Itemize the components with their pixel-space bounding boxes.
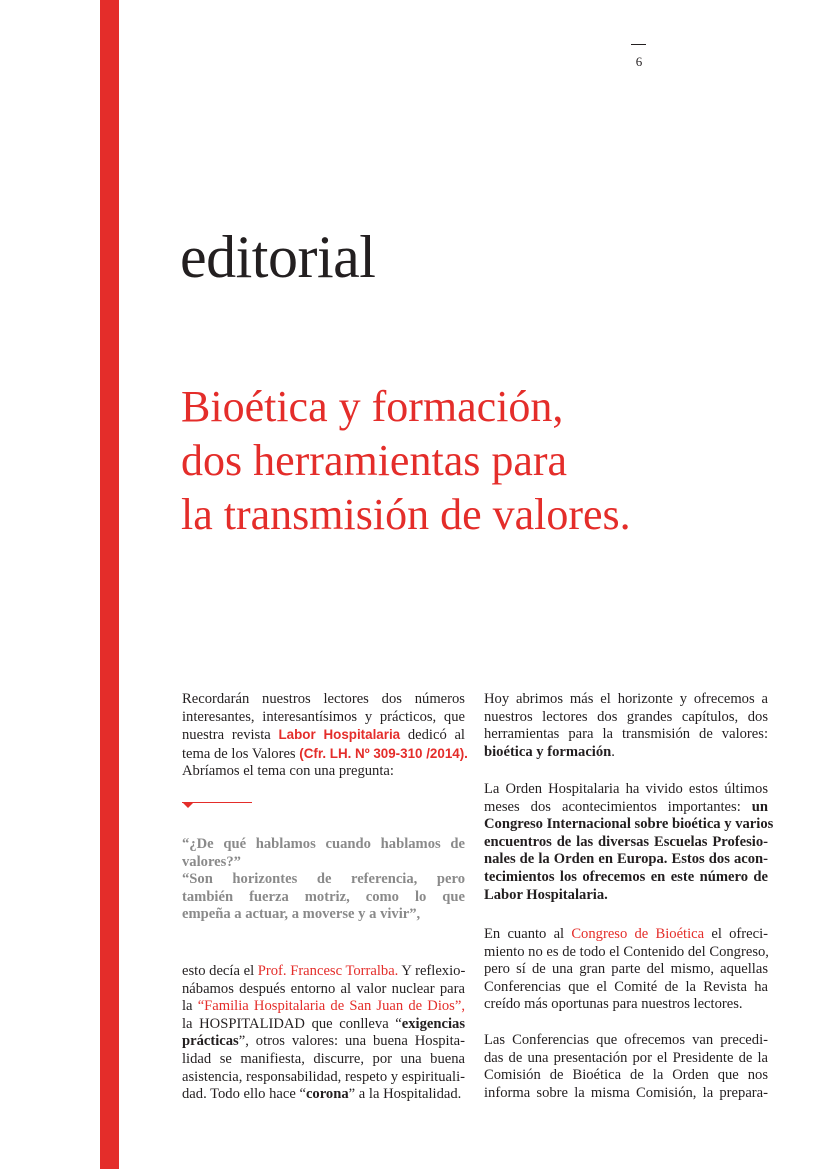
red-side-bar xyxy=(100,0,119,1169)
text-run: asistencia, responsabilidad, respeto y espirituali- xyxy=(182,1068,465,1085)
text-line xyxy=(182,906,465,924)
text-line xyxy=(484,799,768,817)
highlighted-text: Congreso de Bioética xyxy=(571,926,705,942)
paragraph-orden xyxy=(484,781,774,904)
page-number: 6 xyxy=(635,54,643,69)
text-line xyxy=(484,996,768,1014)
bold-text: encuentros de las diversas Escuelas Profesio- xyxy=(484,833,768,850)
text-line xyxy=(484,709,768,727)
bold-text: prácticas xyxy=(182,1033,239,1050)
text-line xyxy=(182,963,465,981)
text-line xyxy=(484,961,768,979)
text-run: das de una presentación por el Presidente de la xyxy=(484,1049,768,1066)
text-run: Y reflexio- xyxy=(398,963,466,979)
text-line xyxy=(182,1086,465,1104)
text-run: ”, otros valores: una buena Hospita- xyxy=(238,1033,465,1050)
text-line xyxy=(484,834,768,852)
text-run: empeña a actuar, a moverse y a vivir”, xyxy=(182,906,421,923)
text-run: nábamos después entorno al valor nuclear para xyxy=(182,980,465,997)
text-run: herramientas para la transmisión de valores: xyxy=(484,726,768,743)
highlighted-text: Prof. Francesc Torralba. xyxy=(257,963,399,979)
text-line xyxy=(182,1016,465,1034)
text-line xyxy=(182,1033,465,1051)
text-run: dad. Todo ello hace “ xyxy=(182,1086,306,1103)
pull-quote xyxy=(182,836,465,924)
text-line xyxy=(182,726,465,745)
text-run: “¿De qué hablamos cuando hablamos de xyxy=(182,836,465,852)
text-line xyxy=(484,1032,768,1050)
text-run: Las Conferencias que ofrecemos van precedi- xyxy=(484,1032,768,1048)
paragraph-torralba xyxy=(182,963,465,1104)
headline-line: Bioética y formación, xyxy=(181,382,564,431)
text-line xyxy=(182,871,465,889)
highlighted-text: Labor Hospitalaria xyxy=(278,727,401,743)
highlighted-text: “Familia Hospitalaria de San Juan de Dios”, xyxy=(197,998,465,1015)
text-run: pero sí de una gran parte del mismo, aquellas xyxy=(484,961,768,978)
text-line xyxy=(484,869,768,887)
section-title: editorial xyxy=(180,224,376,290)
highlighted-text: (Cfr. LH. Nº 309-310 /2014). xyxy=(299,745,468,761)
text-line xyxy=(484,1067,768,1085)
text-run: Comisión de Bioética de la Orden que nos xyxy=(484,1067,768,1084)
text-run: tema de los Valores xyxy=(182,745,300,762)
bold-text: tecimientos los ofrecemos en este número de xyxy=(484,868,768,885)
text-run: meses dos acontecimientos importantes: xyxy=(484,798,752,815)
text-run: el ofreci- xyxy=(704,926,768,942)
text-run: En cuanto al xyxy=(484,926,572,942)
text-line xyxy=(484,816,774,834)
bold-text: Congreso Internacional sobre bioética y varios xyxy=(484,816,774,833)
text-run: nuestros lectores dos grandes capítulos, dos xyxy=(484,708,768,725)
text-line xyxy=(182,1069,465,1087)
text-line xyxy=(484,979,768,997)
bold-text: nales de la Orden en Europa. Estos dos acon- xyxy=(484,851,768,868)
text-line xyxy=(182,981,465,999)
paragraph-horizonte xyxy=(484,691,768,761)
headline-line: dos herramientas para xyxy=(181,436,568,485)
text-run: esto decía el xyxy=(182,963,258,979)
text-line xyxy=(484,744,768,762)
bold-text: Labor Hospitalaria. xyxy=(484,886,608,903)
text-run: “Son horizontes de referencia, pero xyxy=(182,871,465,888)
text-run: Conferencias que el Comité de la Revista ha xyxy=(484,978,768,995)
text-run: interesantes, interesantísimos y prácticos, que xyxy=(182,708,465,725)
text-line xyxy=(182,691,465,709)
text-line xyxy=(484,781,768,799)
text-line xyxy=(484,1085,768,1103)
bold-text: bioética y formación xyxy=(484,743,612,760)
text-line xyxy=(484,726,768,744)
text-line xyxy=(484,1050,768,1068)
text-line xyxy=(182,763,465,781)
text-line xyxy=(182,1051,465,1069)
page-number-rule xyxy=(631,44,646,45)
text-run: también fuerza motriz, como lo que xyxy=(182,888,465,905)
text-line xyxy=(182,889,465,907)
text-line xyxy=(484,926,768,944)
bold-text: corona xyxy=(305,1086,349,1103)
bold-text: exigencias xyxy=(401,1015,465,1032)
text-line xyxy=(182,998,465,1016)
text-run: La Orden Hospitalaria ha vivido estos últimos xyxy=(484,781,768,797)
text-run: Abríamos el tema con una pregunta: xyxy=(182,763,394,780)
text-run: . xyxy=(611,743,615,760)
text-line xyxy=(484,851,768,869)
headline-line: la transmisión de valores. xyxy=(181,490,631,539)
text-run: dedicó al xyxy=(400,727,465,744)
text-run: la xyxy=(182,998,198,1015)
text-line xyxy=(182,745,468,764)
text-line xyxy=(182,836,465,854)
triangle-marker-icon xyxy=(182,802,194,808)
text-run: lidad se manifiesta, discurre, por una buena xyxy=(182,1050,465,1067)
text-run: creído más oportunas para nuestros lectores. xyxy=(484,996,743,1013)
text-line xyxy=(182,854,465,872)
paragraph-intro xyxy=(182,691,468,781)
bold-text: un xyxy=(751,798,768,815)
text-run: miento no es de todo el Contenido del Congreso, xyxy=(484,943,769,960)
text-run: nuestra revista xyxy=(182,727,279,744)
headline xyxy=(181,380,631,542)
text-run: la HOSPITALIDAD que conlleva “ xyxy=(182,1015,402,1032)
text-run: informa sobre la misma Comisión, la prepara- xyxy=(484,1084,768,1101)
text-line xyxy=(484,691,768,709)
paragraph-conferencias xyxy=(484,1032,768,1102)
text-run: ” a la Hospitalidad. xyxy=(348,1086,462,1103)
paragraph-congreso xyxy=(484,926,768,1014)
text-line xyxy=(484,887,768,905)
text-run: Hoy abrimos más el horizonte y ofrecemos a xyxy=(484,691,768,707)
text-line xyxy=(182,709,465,727)
text-line xyxy=(484,944,768,962)
text-run: Recordarán nuestros lectores dos números xyxy=(182,691,465,707)
text-run: valores?” xyxy=(182,853,241,870)
